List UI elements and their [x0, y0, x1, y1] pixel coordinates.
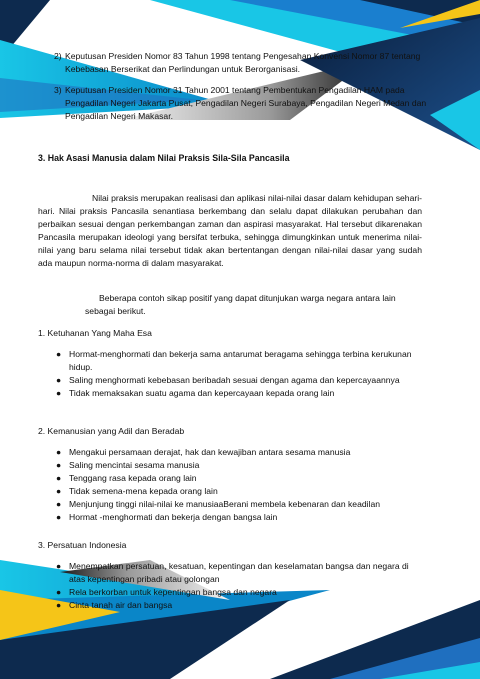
- bullet-icon: ●: [56, 473, 62, 483]
- list-item: [54, 446, 434, 459]
- list-item: [54, 472, 434, 485]
- list-item: [54, 374, 424, 387]
- bullet-icon: ●: [56, 512, 62, 522]
- list-item-text: Hormat -menghormati dan bekerja dengan bangsa lain: [69, 512, 278, 522]
- bullet-list: [54, 560, 414, 612]
- list-item: [54, 387, 424, 400]
- paragraph-text: Nilai praksis merupakan realisasi dan aplikasi nilai-nilai dasar dalam kehidupan sehari-hari. Nilai praksis Pancasila senantiasa berkembang dan selalu dapat dilakukan perubahan dan perbaikan sesuai dengan perkembangan zaman dan aspirasi masyarakat. Hal tersebut dikarenakan Pancasila merupakan ideologi yang bersifat terbuka, sehingga dimungkinkan untuk menerima nilai-nilai yang baru selama nilai tersebut tidak akan bertentangan dengan nilai-nilai dasar yang sudah ada maupun norma-norma di dalam masyarakat.: [38, 193, 422, 268]
- list-item: [54, 599, 414, 612]
- bullet-list: [54, 446, 434, 524]
- list-item: [54, 348, 424, 374]
- bullet-icon: ●: [56, 460, 62, 470]
- bullet-icon: ●: [56, 388, 62, 398]
- list-item: [54, 485, 434, 498]
- bullet-icon: ●: [56, 375, 62, 385]
- list-item: [54, 511, 434, 524]
- list-item-text: Tidak semena-mena kepada orang lain: [69, 486, 218, 496]
- bullet-icon: ●: [56, 447, 62, 457]
- section-heading: 3. Hak Asasi Manusia dalam Nilai Praksis Sila-Sila Pancasila: [38, 153, 290, 163]
- bullet-icon: ●: [56, 499, 62, 509]
- bullet-icon: ●: [56, 587, 62, 597]
- list-item-text: Tenggang rasa kepada orang lain: [69, 473, 197, 483]
- reference-number: 2): [54, 51, 62, 61]
- list-item: [54, 560, 414, 586]
- list-item-text: Tidak memaksakan suatu agama dan kepercayaan kepada orang lain: [69, 388, 335, 398]
- bullet-icon: ●: [56, 600, 62, 610]
- list-item-text: Saling mencintai sesama manusia: [69, 460, 200, 470]
- subsection-title: 1. Ketuhanan Yang Maha Esa: [38, 328, 152, 338]
- list-item-text: Hormat-menghormati dan bekerja sama antarumat beragama sehingga terbina kerukunan hidup.: [69, 349, 412, 372]
- list-item: [54, 586, 414, 599]
- bullet-icon: ●: [56, 349, 62, 359]
- subsection-title: 2. Kemanusian yang Adil dan Beradab: [38, 426, 185, 436]
- list-item-text: Saling menghormati kebebasan beribadah sesuai dengan agama dan kepercayaannya: [69, 375, 400, 385]
- body-paragraph: [38, 192, 422, 270]
- intro-text: Beberapa contoh sikap positif yang dapat ditunjukan warga negara antara lain sebagai berikut.: [85, 293, 396, 316]
- list-item-text: Rela berkorban untuk kepentingan bangsa dan negara: [69, 587, 277, 597]
- subsection-title: 3. Persatuan Indonesia: [38, 540, 127, 550]
- list-item: [54, 498, 434, 511]
- reference-number: 3): [54, 85, 62, 95]
- list-item-text: Menjunjung tinggi nilai-nilai ke manusiaaBerani membela kebenaran dan keadilan: [69, 499, 381, 509]
- bullet-icon: ●: [56, 561, 62, 571]
- reference-item: [54, 50, 432, 76]
- intro-paragraph: [85, 292, 422, 318]
- list-item-text: Mengakui persamaan derajat, hak dan kewajiban antara sesama manusia: [69, 447, 351, 457]
- bullet-icon: ●: [56, 486, 62, 496]
- list-item-text: Cinta tanah air dan bangsa: [69, 600, 173, 610]
- list-item-text: Menempatkan persatuan, kesatuan, kepentingan dan keselamatan bangsa dan negara di atas kepentingan pribadi atau golongan: [69, 561, 409, 584]
- bullet-list: [54, 348, 424, 400]
- reference-text: Keputusan Presiden Nomor 31 Tahun 2001 tentang Pembentukan Pengadilan HAM pada Pengadilan Negeri Jakarta Pusat, Pengadilan Negeri Surabaya, Pengadilan Negeri Medan dan Pengadilan Negeri Makasar.: [65, 85, 427, 121]
- reference-text: Keputusan Presiden Nomor 83 Tahun 1998 tentang Pengesahan Konvensi Nomor 87 tentang Kebebasan Berserikat dan Perlindungan untuk Berorganisasi.: [65, 51, 421, 74]
- list-item: [54, 459, 434, 472]
- reference-item: [54, 84, 432, 123]
